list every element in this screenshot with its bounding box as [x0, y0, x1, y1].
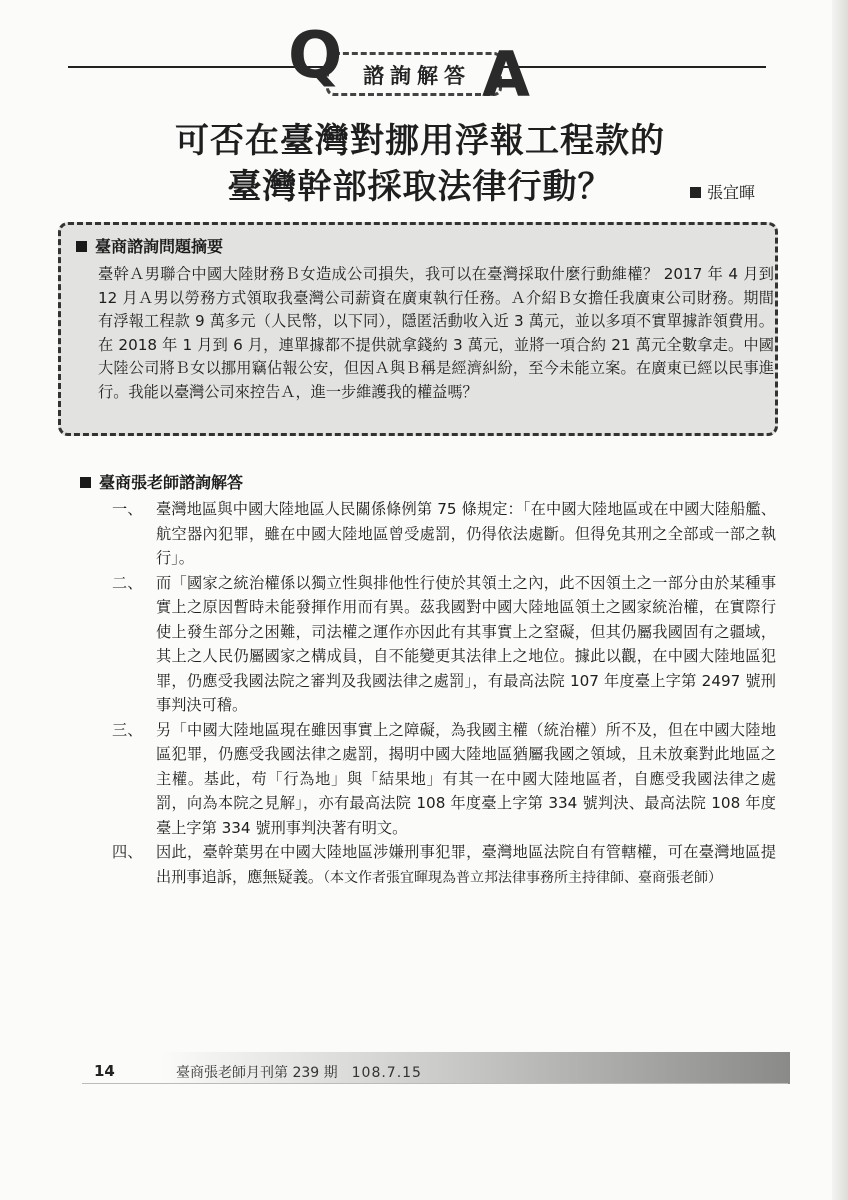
answer-list [112, 497, 776, 890]
title-line-1: 可否在臺灣對挪用浮報工程款的 [175, 121, 665, 161]
article-title [120, 118, 720, 210]
author-note: （本文作者張宜暉現為普立邦法律事務所主持律師、臺商張老師） [323, 869, 723, 886]
issue-date: 108.7.15 [351, 1065, 422, 1081]
journal-info [176, 1062, 422, 1082]
answer-item-number: 二、 [112, 573, 143, 592]
square-bullet-icon [690, 187, 701, 198]
title-line-2: 臺灣幹部採取法律行動？ [227, 167, 613, 207]
answer-item-text: 而「國家之統治權係以獨立性與排他性行使於其領土之內，此不因領土之一部分由於某種事實上之原因暫時未能發揮作用而有異。茲我國對中國大陸地區領土之國家統治權，在實際行使上發生部分之困難，司法權之運作亦因此有其事實上之窒礙，但其仍屬我國固有之疆域，其上之人民仍屬國家之構成員，自不能變更其法律上之地位。據此以觀，在中國大陸地區犯罪，仍應受我國法院之審判及我國法律之處罰」，有最高法院 107 年度臺上字第 2497 號刑事判決可稽。 [156, 573, 776, 714]
page-edge-shadow [832, 0, 848, 1200]
journal-name: 臺商張老師月刊第 239 期 [176, 1065, 338, 1081]
answer-item-body: 因此，臺幹葉男在中國大陸地區涉嫌刑事犯罪，臺灣地區法院自有管轄權，可在臺灣地區提出刑事追訴，應無疑義。 [156, 843, 776, 886]
square-bullet-icon [80, 477, 91, 488]
answer-item [112, 571, 776, 718]
footer-rule [82, 1083, 788, 1084]
a-letter: A [482, 38, 530, 111]
page-number: 14 [94, 1062, 115, 1080]
question-body: 臺幹Ａ男聯合中國大陸財務Ｂ女造成公司損失，我可以在臺灣採取什麼行動維權？ 2017 年 4 月到 12 月Ａ男以勞務方式領取我臺灣公司薪資在廣東執行任務。Ａ介紹Ｂ女擔任我廣東公司財務。期間有浮報工程款 9 萬多元（人民幣，以下同），隱匿活動收入近 3 萬元，並以多項不實單據詐領費用。在 2018 年 1 月到 6 月，連單據都不提供就拿錢約 3 萬元，並將一項合約 21 萬元全數拿走。中國大陸公司將Ｂ女以挪用竊佔報公安，但因Ａ與Ｂ稱是經濟糾紛，至今未能立案。在廣東已經以民事進行。我能以臺灣公司來控告Ａ，進一步維護我的權益嗎？ [98, 265, 774, 401]
answer-heading [80, 470, 243, 493]
question-heading-text: 臺商諮詢問題摘要 [95, 237, 224, 256]
answer-item [112, 718, 776, 841]
q-letter: Q [288, 19, 343, 93]
author-name: 張宜暉 [707, 183, 756, 202]
square-bullet-icon [76, 241, 87, 252]
author-byline [690, 180, 755, 203]
answer-item-number: 一、 [112, 500, 143, 518]
answer-item-text: 臺灣地區與中國大陸地區人民關係條例第 75 條規定：「在中國大陸地區或在中國大陸船艦、航空器內犯罪，雖在中國大陸地區曾受處罰，仍得依法處斷。但得免其刑之全部或一部之執行」。 [156, 500, 776, 567]
answer-item-number: 四、 [112, 843, 143, 861]
answer-item [112, 497, 776, 571]
answer-item [112, 840, 776, 890]
answer-item-text: 另「中國大陸地區現在雖因事實上之障礙，為我國主權（統治權）所不及，但在中國大陸地區犯罪，仍應受我國法律之處罰，揭明中國大陸地區猶屬我國之領域，且未放棄對此地區之主權。基此，苟「行為地」與「結果地」有其一在中國大陸地區者，自應受我國法律之處罰，向為本院之見解」，亦有最高法院 108 年度臺上字第 334 號判決、最高法院 108 年度臺上字第 334 號刑事判決著有明文。 [156, 720, 776, 837]
answer-heading-text: 臺商張老師諮詢解答 [99, 473, 244, 492]
answer-item-text [156, 840, 776, 890]
question-heading [76, 234, 223, 257]
answer-item-number: 三、 [112, 720, 143, 739]
section-label: 諮詢解答 [363, 64, 471, 88]
